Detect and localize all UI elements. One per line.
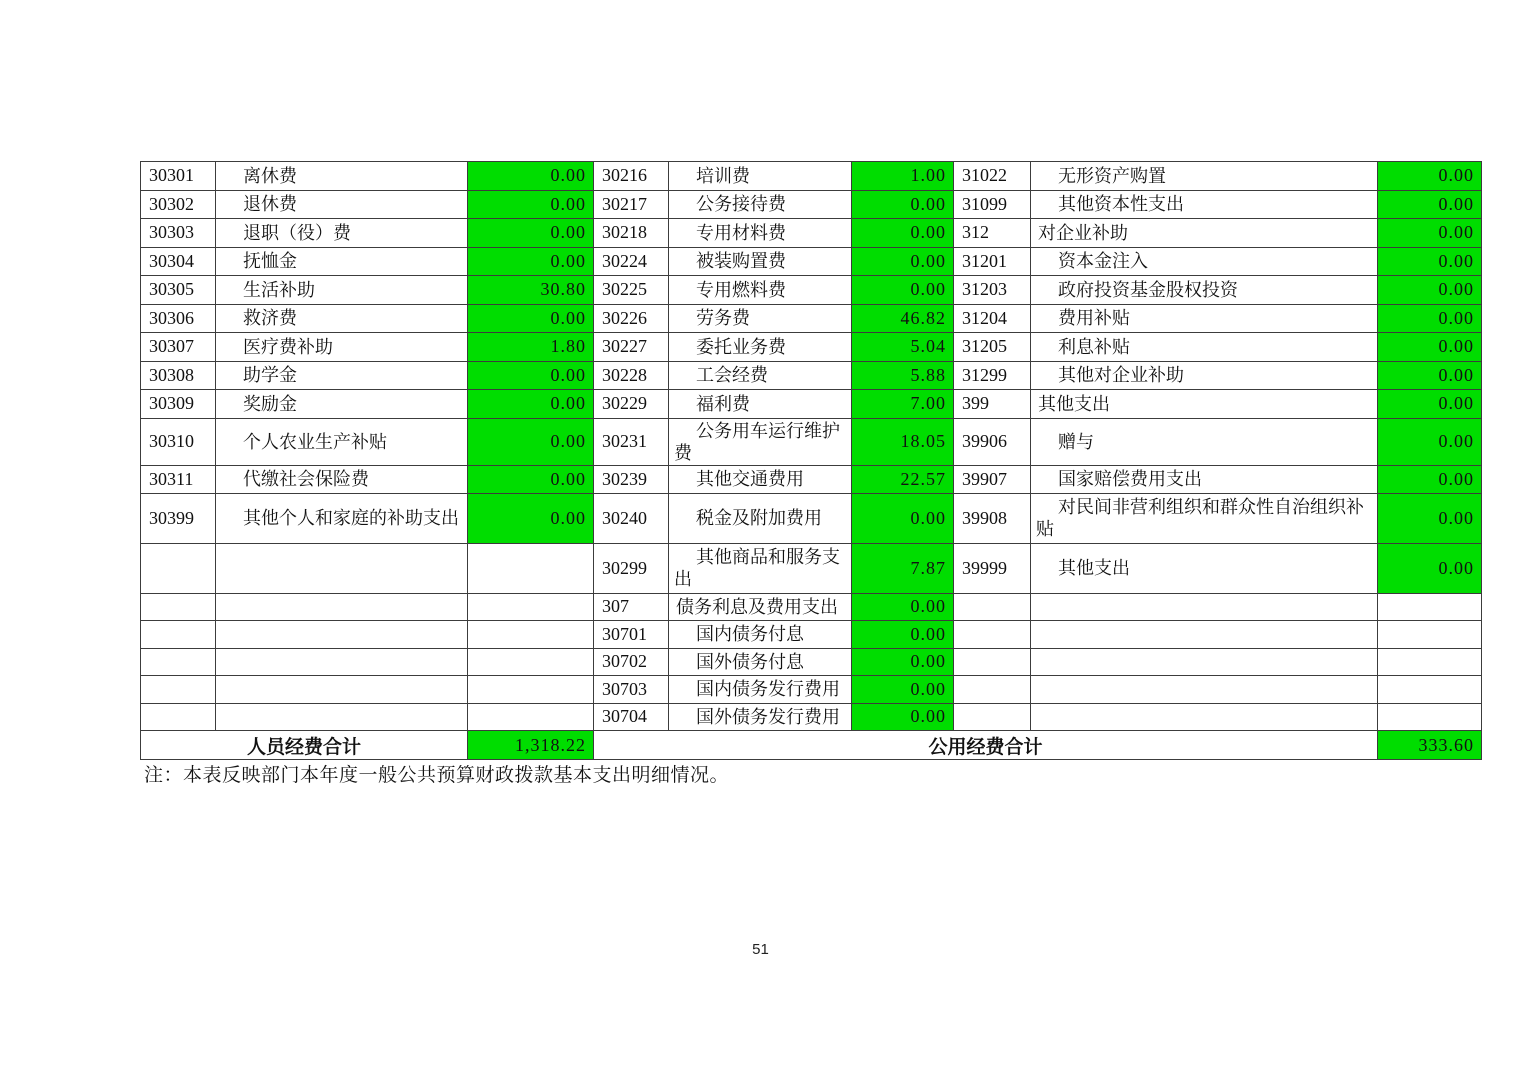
name-cell: 税金及附加费用 bbox=[669, 493, 852, 543]
name-cell: 离休费 bbox=[216, 162, 468, 191]
code-cell: 30299 bbox=[594, 543, 669, 593]
code-cell: 30227 bbox=[594, 333, 669, 362]
value-cell: 7.00 bbox=[852, 390, 954, 419]
code-cell: 30224 bbox=[594, 247, 669, 276]
table-row bbox=[141, 219, 1482, 248]
name-cell: 其他商品和服务支出 bbox=[669, 543, 852, 593]
value-cell: 46.82 bbox=[852, 304, 954, 333]
name-cell: 费用补贴 bbox=[1031, 304, 1378, 333]
code-cell bbox=[141, 593, 216, 621]
name-cell: 公务接待费 bbox=[669, 190, 852, 219]
name-cell bbox=[1031, 593, 1378, 621]
name-cell: 代缴社会保险费 bbox=[216, 465, 468, 493]
code-cell: 30310 bbox=[141, 418, 216, 465]
totals-row bbox=[141, 731, 1482, 760]
value-cell bbox=[468, 676, 594, 704]
value-cell: 0.00 bbox=[1378, 333, 1482, 362]
table-row bbox=[141, 361, 1482, 390]
code-cell: 307 bbox=[594, 593, 669, 621]
code-cell: 30217 bbox=[594, 190, 669, 219]
value-cell: 1.80 bbox=[468, 333, 594, 362]
code-cell: 39907 bbox=[954, 465, 1031, 493]
name-cell: 委托业务费 bbox=[669, 333, 852, 362]
code-cell: 39906 bbox=[954, 418, 1031, 465]
name-cell: 国家赔偿费用支出 bbox=[1031, 465, 1378, 493]
code-cell: 30701 bbox=[594, 621, 669, 649]
value-cell bbox=[1378, 593, 1482, 621]
value-cell bbox=[1378, 703, 1482, 731]
table-row bbox=[141, 543, 1482, 593]
name-cell bbox=[216, 648, 468, 676]
value-cell: 0.00 bbox=[468, 390, 594, 419]
value-cell: 0.00 bbox=[852, 593, 954, 621]
name-cell bbox=[1031, 621, 1378, 649]
name-cell: 赠与 bbox=[1031, 418, 1378, 465]
code-cell bbox=[954, 593, 1031, 621]
code-cell: 30303 bbox=[141, 219, 216, 248]
code-cell: 30399 bbox=[141, 493, 216, 543]
name-cell: 其他对企业补助 bbox=[1031, 361, 1378, 390]
value-cell: 18.05 bbox=[852, 418, 954, 465]
budget-table bbox=[140, 161, 1482, 760]
value-cell: 0.00 bbox=[852, 621, 954, 649]
value-cell: 7.87 bbox=[852, 543, 954, 593]
name-cell: 专用材料费 bbox=[669, 219, 852, 248]
name-cell bbox=[216, 676, 468, 704]
name-cell: 退休费 bbox=[216, 190, 468, 219]
code-cell bbox=[141, 676, 216, 704]
table-row bbox=[141, 703, 1482, 731]
name-cell: 国内债务付息 bbox=[669, 621, 852, 649]
code-cell: 30704 bbox=[594, 703, 669, 731]
value-cell: 0.00 bbox=[468, 219, 594, 248]
value-cell: 0.00 bbox=[1378, 190, 1482, 219]
code-cell: 39999 bbox=[954, 543, 1031, 593]
name-cell bbox=[216, 703, 468, 731]
code-cell: 39908 bbox=[954, 493, 1031, 543]
value-cell: 0.00 bbox=[1378, 418, 1482, 465]
value-cell bbox=[468, 648, 594, 676]
name-cell: 其他资本性支出 bbox=[1031, 190, 1378, 219]
code-cell: 30305 bbox=[141, 276, 216, 305]
code-cell bbox=[141, 703, 216, 731]
code-cell bbox=[954, 621, 1031, 649]
table-row bbox=[141, 493, 1482, 543]
public-total-label: 公用经费合计 bbox=[594, 731, 1378, 760]
value-cell: 0.00 bbox=[852, 493, 954, 543]
name-cell: 国外债务发行费用 bbox=[669, 703, 852, 731]
code-cell: 30216 bbox=[594, 162, 669, 191]
name-cell: 其他支出 bbox=[1031, 390, 1378, 419]
value-cell: 0.00 bbox=[1378, 247, 1482, 276]
code-cell: 30703 bbox=[594, 676, 669, 704]
value-cell: 0.00 bbox=[1378, 543, 1482, 593]
name-cell: 劳务费 bbox=[669, 304, 852, 333]
code-cell: 30307 bbox=[141, 333, 216, 362]
value-cell: 0.00 bbox=[468, 361, 594, 390]
table-row bbox=[141, 418, 1482, 465]
name-cell bbox=[1031, 676, 1378, 704]
name-cell: 对企业补助 bbox=[1031, 219, 1378, 248]
code-cell: 30304 bbox=[141, 247, 216, 276]
personnel-total-value: 1,318.22 bbox=[468, 731, 594, 760]
name-cell bbox=[216, 543, 468, 593]
value-cell: 0.00 bbox=[852, 247, 954, 276]
value-cell: 0.00 bbox=[852, 276, 954, 305]
name-cell: 国外债务付息 bbox=[669, 648, 852, 676]
code-cell bbox=[141, 543, 216, 593]
value-cell: 0.00 bbox=[1378, 465, 1482, 493]
value-cell: 0.00 bbox=[468, 493, 594, 543]
code-cell: 31205 bbox=[954, 333, 1031, 362]
name-cell: 救济费 bbox=[216, 304, 468, 333]
code-cell bbox=[954, 648, 1031, 676]
value-cell: 0.00 bbox=[852, 190, 954, 219]
personnel-total-label: 人员经费合计 bbox=[141, 731, 468, 760]
name-cell: 个人农业生产补贴 bbox=[216, 418, 468, 465]
value-cell: 0.00 bbox=[852, 676, 954, 704]
value-cell: 0.00 bbox=[1378, 219, 1482, 248]
value-cell: 5.04 bbox=[852, 333, 954, 362]
value-cell: 0.00 bbox=[468, 304, 594, 333]
name-cell: 无形资产购置 bbox=[1031, 162, 1378, 191]
name-cell: 生活补助 bbox=[216, 276, 468, 305]
value-cell bbox=[468, 593, 594, 621]
code-cell: 30226 bbox=[594, 304, 669, 333]
code-cell: 31022 bbox=[954, 162, 1031, 191]
code-cell bbox=[141, 621, 216, 649]
name-cell: 抚恤金 bbox=[216, 247, 468, 276]
value-cell: 0.00 bbox=[1378, 361, 1482, 390]
value-cell bbox=[1378, 676, 1482, 704]
name-cell bbox=[216, 593, 468, 621]
value-cell: 22.57 bbox=[852, 465, 954, 493]
value-cell: 0.00 bbox=[852, 219, 954, 248]
table-row bbox=[141, 465, 1482, 493]
code-cell: 31099 bbox=[954, 190, 1031, 219]
code-cell: 31299 bbox=[954, 361, 1031, 390]
value-cell bbox=[1378, 621, 1482, 649]
code-cell: 30229 bbox=[594, 390, 669, 419]
code-cell: 312 bbox=[954, 219, 1031, 248]
code-cell: 30302 bbox=[141, 190, 216, 219]
value-cell: 0.00 bbox=[468, 418, 594, 465]
table-note: 注：本表反映部门本年度一般公共预算财政拨款基本支出明细情况。 bbox=[144, 765, 730, 786]
public-total-value: 333.60 bbox=[1378, 731, 1482, 760]
code-cell: 30301 bbox=[141, 162, 216, 191]
name-cell: 奖励金 bbox=[216, 390, 468, 419]
value-cell bbox=[468, 621, 594, 649]
code-cell bbox=[141, 648, 216, 676]
table-row bbox=[141, 648, 1482, 676]
code-cell: 30228 bbox=[594, 361, 669, 390]
name-cell bbox=[1031, 648, 1378, 676]
table-row bbox=[141, 676, 1482, 704]
code-cell: 30225 bbox=[594, 276, 669, 305]
table-row bbox=[141, 304, 1482, 333]
code-cell: 30702 bbox=[594, 648, 669, 676]
value-cell: 0.00 bbox=[1378, 493, 1482, 543]
name-cell: 医疗费补助 bbox=[216, 333, 468, 362]
code-cell: 30231 bbox=[594, 418, 669, 465]
value-cell: 30.80 bbox=[468, 276, 594, 305]
table-row bbox=[141, 276, 1482, 305]
code-cell: 31201 bbox=[954, 247, 1031, 276]
code-cell bbox=[954, 676, 1031, 704]
name-cell: 国内债务发行费用 bbox=[669, 676, 852, 704]
page-number: 51 bbox=[752, 941, 769, 958]
value-cell: 0.00 bbox=[468, 162, 594, 191]
code-cell: 30308 bbox=[141, 361, 216, 390]
value-cell: 0.00 bbox=[852, 703, 954, 731]
value-cell: 5.88 bbox=[852, 361, 954, 390]
name-cell: 公务用车运行维护费 bbox=[669, 418, 852, 465]
value-cell bbox=[468, 703, 594, 731]
table-totals bbox=[141, 731, 1482, 760]
table-body bbox=[141, 162, 1482, 731]
name-cell: 政府投资基金股权投资 bbox=[1031, 276, 1378, 305]
name-cell: 利息补贴 bbox=[1031, 333, 1378, 362]
value-cell: 0.00 bbox=[1378, 390, 1482, 419]
value-cell: 0.00 bbox=[1378, 304, 1482, 333]
value-cell: 0.00 bbox=[1378, 276, 1482, 305]
code-cell: 30240 bbox=[594, 493, 669, 543]
table-row bbox=[141, 190, 1482, 219]
value-cell bbox=[468, 543, 594, 593]
value-cell: 0.00 bbox=[1378, 162, 1482, 191]
name-cell: 债务利息及费用支出 bbox=[669, 593, 852, 621]
name-cell: 福利费 bbox=[669, 390, 852, 419]
value-cell: 0.00 bbox=[468, 247, 594, 276]
table-row bbox=[141, 621, 1482, 649]
name-cell: 培训费 bbox=[669, 162, 852, 191]
code-cell bbox=[954, 703, 1031, 731]
table-row bbox=[141, 333, 1482, 362]
name-cell: 对民间非营利组织和群众性自治组织补贴 bbox=[1031, 493, 1378, 543]
value-cell: 0.00 bbox=[468, 190, 594, 219]
table-row bbox=[141, 247, 1482, 276]
code-cell: 31204 bbox=[954, 304, 1031, 333]
table-row bbox=[141, 390, 1482, 419]
code-cell: 30311 bbox=[141, 465, 216, 493]
value-cell: 0.00 bbox=[468, 465, 594, 493]
name-cell: 资本金注入 bbox=[1031, 247, 1378, 276]
name-cell: 助学金 bbox=[216, 361, 468, 390]
name-cell: 专用燃料费 bbox=[669, 276, 852, 305]
code-cell: 30306 bbox=[141, 304, 216, 333]
value-cell: 1.00 bbox=[852, 162, 954, 191]
code-cell: 30239 bbox=[594, 465, 669, 493]
name-cell: 其他交通费用 bbox=[669, 465, 852, 493]
value-cell bbox=[1378, 648, 1482, 676]
code-cell: 31203 bbox=[954, 276, 1031, 305]
name-cell: 工会经费 bbox=[669, 361, 852, 390]
name-cell: 被装购置费 bbox=[669, 247, 852, 276]
name-cell bbox=[216, 621, 468, 649]
name-cell: 其他支出 bbox=[1031, 543, 1378, 593]
name-cell bbox=[1031, 703, 1378, 731]
code-cell: 30309 bbox=[141, 390, 216, 419]
code-cell: 30218 bbox=[594, 219, 669, 248]
table-row bbox=[141, 593, 1482, 621]
name-cell: 退职（役）费 bbox=[216, 219, 468, 248]
value-cell: 0.00 bbox=[852, 648, 954, 676]
name-cell: 其他个人和家庭的补助支出 bbox=[216, 493, 468, 543]
table-row bbox=[141, 162, 1482, 191]
code-cell: 399 bbox=[954, 390, 1031, 419]
